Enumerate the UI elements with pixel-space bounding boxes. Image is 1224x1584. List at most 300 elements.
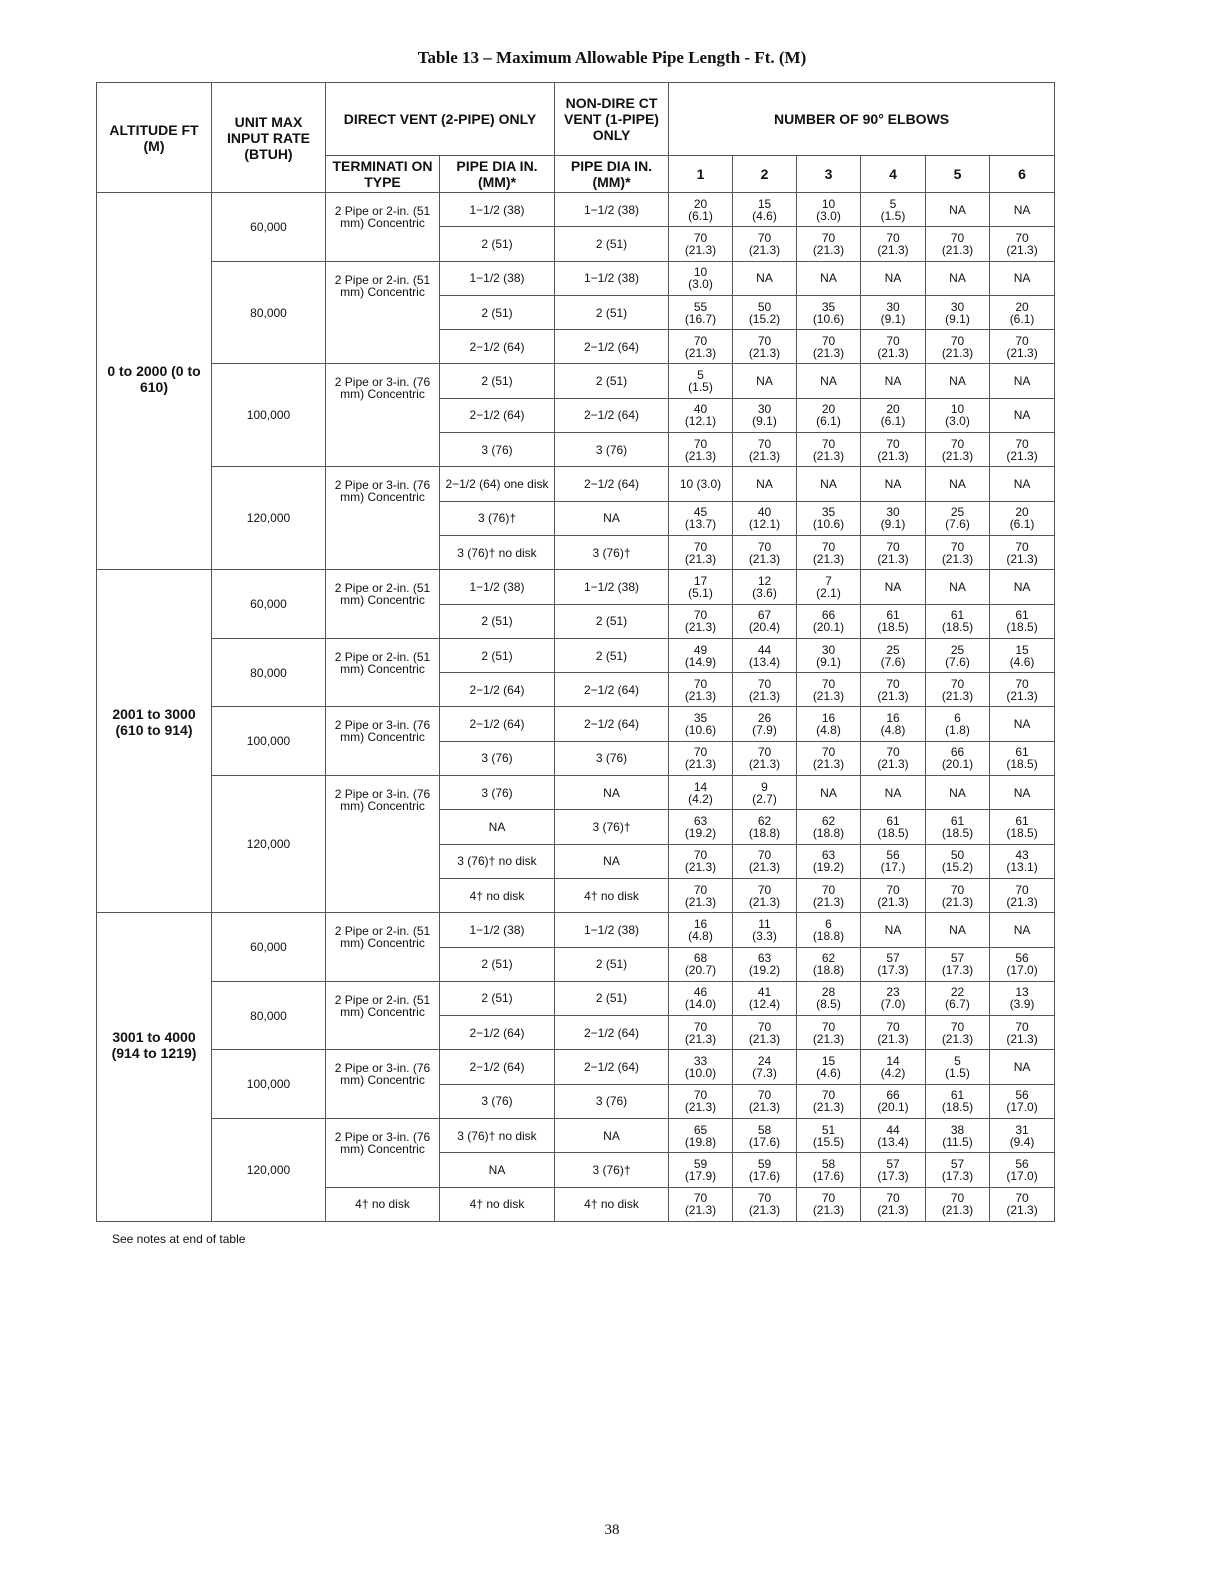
elbow-value-cell	[733, 227, 797, 261]
length-m: (9.4)	[1009, 1134, 1035, 1149]
elbow-value-cell	[797, 947, 861, 981]
length-m: (6.1)	[880, 414, 906, 429]
unit-rate: 120,000	[212, 776, 326, 913]
elbow-value-cell	[797, 1016, 861, 1050]
direct-vent-pipe-dia: 3 (76)	[440, 776, 555, 810]
length-m: (21.3)	[812, 688, 845, 703]
elbow-value-cell	[797, 776, 861, 810]
length-m: (21.3)	[684, 242, 717, 257]
elbow-value-cell	[861, 1084, 926, 1118]
length-ft: 70	[950, 539, 965, 554]
elbow-value-cell	[733, 844, 797, 878]
elbow-value-cell	[733, 913, 797, 947]
length-ft: 10	[950, 402, 965, 417]
elbow-value-cell	[861, 193, 926, 227]
length-m: (21.3)	[812, 448, 845, 463]
elbow-value-cell	[669, 604, 733, 638]
elbow-value-cell	[990, 1084, 1055, 1118]
elbow-value-cell	[797, 467, 861, 501]
length-ft: NA	[820, 785, 837, 800]
direct-vent-pipe-dia: 2 (51)	[440, 947, 555, 981]
length-ft: 70	[757, 1088, 772, 1103]
elbow-value-cell	[797, 193, 861, 227]
length-ft: 70	[1015, 676, 1029, 691]
unit-rate: 120,000	[212, 1119, 326, 1222]
elbow-value-cell	[926, 261, 990, 295]
length-ft: NA	[884, 477, 902, 492]
elbow-value-cell	[926, 810, 990, 844]
length-m: (18.5)	[941, 1100, 974, 1115]
non-direct-vent-pipe-dia: 4† no disk	[555, 878, 669, 912]
length-m: (21.3)	[812, 1203, 845, 1218]
elbow-value-cell	[926, 878, 990, 912]
direct-vent-pipe-dia: 2−1/2 (64)	[440, 398, 555, 432]
length-ft: 7	[825, 573, 832, 588]
length-m: (21.3)	[1006, 551, 1038, 566]
length-ft: 25	[950, 642, 965, 657]
direct-vent-pipe-dia: 4† no disk	[440, 878, 555, 912]
length-m: (20.1)	[941, 757, 974, 772]
elbow-value-cell	[797, 570, 861, 604]
elbow-value-cell	[669, 295, 733, 329]
length-m: (17.6)	[748, 1134, 781, 1149]
elbow-value-cell	[733, 398, 797, 432]
elbow-value-cell	[990, 844, 1055, 878]
length-m: (3.0)	[945, 414, 970, 429]
elbow-value-cell	[861, 638, 926, 672]
length-ft: 70	[693, 608, 708, 623]
non-direct-vent-pipe-dia: 2−1/2 (64)	[555, 1050, 669, 1084]
elbow-value-cell	[990, 1153, 1055, 1187]
length-ft: 14	[886, 1054, 900, 1069]
length-ft: 70	[886, 436, 900, 451]
length-m: (6.1)	[688, 208, 713, 223]
length-m: (18.5)	[1006, 620, 1038, 635]
elbow-value-cell	[926, 981, 990, 1015]
length-m: (21.3)	[877, 1203, 909, 1218]
length-ft: NA	[884, 579, 902, 594]
length-ft: 30	[950, 299, 965, 314]
length-m: (21.3)	[684, 551, 717, 566]
termination-type: 2 Pipe or 2-in. (51 mm) Concentric	[326, 981, 440, 1050]
length-m: (21.3)	[941, 1203, 974, 1218]
length-m: (4.8)	[816, 723, 841, 738]
length-ft: 66	[950, 745, 965, 760]
elbow-value-cell	[861, 1016, 926, 1050]
length-m: (7.6)	[945, 654, 970, 669]
elbow-value-cell	[669, 1153, 733, 1187]
non-direct-vent-pipe-dia: 2 (51)	[555, 947, 669, 981]
length-ft: 5	[889, 196, 897, 211]
direct-vent-pipe-dia: 2 (51)	[440, 364, 555, 398]
length-m: (3.9)	[1009, 997, 1035, 1012]
elbow-value-cell	[861, 398, 926, 432]
header-elbows: NUMBER OF 90° ELBOWS	[669, 83, 1055, 156]
elbow-value-cell	[990, 227, 1055, 261]
length-m: (5.1)	[688, 585, 713, 600]
page-number: 38	[604, 1522, 620, 1538]
non-direct-vent-pipe-dia: 3 (76)†	[555, 810, 669, 844]
length-ft: 70	[693, 882, 708, 897]
length-ft: NA	[1013, 202, 1031, 217]
length-ft: 70	[1015, 882, 1029, 897]
elbow-value-cell	[669, 193, 733, 227]
length-m: (19.2)	[748, 963, 781, 978]
direct-vent-pipe-dia: 2−1/2 (64)	[440, 673, 555, 707]
elbow-value-cell	[861, 501, 926, 535]
length-ft: NA	[1013, 579, 1031, 594]
length-ft: 70	[693, 745, 708, 760]
elbow-value-cell	[926, 1084, 990, 1118]
direct-vent-pipe-dia: 1−1/2 (38)	[440, 261, 555, 295]
length-m: (4.6)	[816, 1066, 841, 1081]
elbow-value-cell	[669, 535, 733, 569]
length-m: (6.1)	[816, 414, 841, 429]
elbow-value-cell	[861, 981, 926, 1015]
elbow-value-cell	[797, 295, 861, 329]
elbow-value-cell	[926, 638, 990, 672]
elbow-value-cell	[861, 707, 926, 741]
length-m: (21.3)	[748, 860, 781, 875]
elbow-value-cell	[926, 193, 990, 227]
elbow-value-cell	[990, 707, 1055, 741]
length-ft: 11	[758, 916, 771, 931]
elbow-value-cell	[733, 981, 797, 1015]
table-row	[97, 913, 1055, 947]
length-ft: 59	[757, 1156, 772, 1171]
elbow-value-cell	[733, 535, 797, 569]
length-ft: 70	[821, 1019, 836, 1034]
table-row	[97, 1119, 1055, 1153]
length-m: (21.3)	[1006, 242, 1038, 257]
length-m: (3.0)	[688, 277, 713, 292]
length-m: (18.8)	[812, 825, 845, 840]
length-ft: 70	[886, 882, 900, 897]
elbow-value-cell	[669, 673, 733, 707]
direct-vent-pipe-dia: 2 (51)	[440, 295, 555, 329]
elbow-value-cell	[669, 398, 733, 432]
elbow-value-cell	[669, 227, 733, 261]
header-elbow-6: 6	[990, 156, 1055, 193]
non-direct-vent-pipe-dia: 3 (76)	[555, 1084, 669, 1118]
elbow-value-cell	[733, 878, 797, 912]
length-ft: NA	[1013, 717, 1031, 732]
length-m: (21.3)	[748, 688, 781, 703]
elbow-value-cell	[797, 1084, 861, 1118]
elbow-value-cell	[990, 330, 1055, 364]
length-m: (19.2)	[684, 825, 717, 840]
length-m: (21.3)	[748, 242, 781, 257]
table-row	[97, 707, 1055, 741]
direct-vent-pipe-dia: 3 (76)† no disk	[440, 535, 555, 569]
length-m: (4.6)	[1009, 654, 1035, 669]
length-ft: 46	[693, 985, 708, 1000]
length-ft: 70	[950, 230, 965, 245]
elbow-value-cell	[797, 741, 861, 775]
length-ft: 61	[950, 608, 965, 623]
direct-vent-pipe-dia: 3 (76)† no disk	[440, 1119, 555, 1153]
non-direct-vent-pipe-dia: 2−1/2 (64)	[555, 398, 669, 432]
direct-vent-pipe-dia: 2−1/2 (64) one disk	[440, 467, 555, 501]
elbow-value-cell	[861, 1153, 926, 1187]
length-m: (7.6)	[945, 517, 970, 532]
length-ft: 70	[757, 882, 772, 897]
length-ft: 55	[693, 299, 708, 314]
length-m: (18.5)	[1006, 757, 1038, 772]
length-m: (21.3)	[941, 551, 974, 566]
direct-vent-pipe-dia: 3 (76)	[440, 741, 555, 775]
table-row	[97, 261, 1055, 295]
elbow-value-cell	[797, 878, 861, 912]
non-direct-vent-pipe-dia: 4† no disk	[555, 1187, 669, 1221]
length-m: (17.0)	[1006, 1100, 1038, 1115]
non-direct-vent-pipe-dia: NA	[555, 844, 669, 878]
length-ft: NA	[949, 202, 966, 217]
length-m: (21.3)	[941, 894, 974, 909]
length-ft: 6	[954, 711, 961, 726]
elbow-value-cell	[926, 501, 990, 535]
table-row	[97, 193, 1055, 227]
length-ft: 70	[886, 333, 900, 348]
length-m: (18.5)	[941, 620, 974, 635]
header-pipe-dia: PIPE DIA IN. (MM)*	[440, 156, 555, 193]
length-m: (3.6)	[752, 585, 777, 600]
length-ft: 10	[693, 265, 708, 280]
length-m: (14.0)	[684, 997, 717, 1012]
length-m: (14.9)	[684, 654, 717, 669]
direct-vent-pipe-dia: NA	[440, 810, 555, 844]
length-m: (21.3)	[684, 688, 717, 703]
length-ft: 70	[1015, 230, 1029, 245]
elbow-value-cell	[797, 261, 861, 295]
length-m: (15.5)	[812, 1134, 845, 1149]
elbow-value-cell	[733, 1187, 797, 1221]
length-ft: 70	[1015, 333, 1029, 348]
length-m: (21.3)	[748, 551, 781, 566]
unit-rate: 100,000	[212, 364, 326, 467]
length-ft: NA	[884, 785, 902, 800]
elbow-value-cell	[797, 844, 861, 878]
length-m: (4.8)	[880, 723, 906, 738]
elbow-value-cell	[797, 913, 861, 947]
length-ft: 70	[886, 230, 900, 245]
length-m: (21.3)	[748, 757, 781, 772]
length-m: (8.5)	[816, 997, 841, 1012]
length-m: (17.6)	[812, 1168, 845, 1183]
elbow-value-cell	[861, 467, 926, 501]
length-ft: 58	[821, 1156, 836, 1171]
elbow-value-cell	[861, 330, 926, 364]
length-ft: 70	[757, 539, 772, 554]
direct-vent-pipe-dia: 2 (51)	[440, 227, 555, 261]
elbow-value-cell	[797, 707, 861, 741]
elbow-value-cell	[669, 638, 733, 672]
length-ft: 28	[821, 985, 836, 1000]
length-ft: 70	[693, 436, 708, 451]
direct-vent-pipe-dia: 2−1/2 (64)	[440, 1016, 555, 1050]
length-m: (3.0)	[816, 208, 841, 223]
direct-vent-pipe-dia: 2−1/2 (64)	[440, 330, 555, 364]
elbow-value-cell	[990, 947, 1055, 981]
length-m: (21.3)	[684, 1203, 717, 1218]
elbow-value-cell	[797, 1187, 861, 1221]
elbow-value-cell	[990, 604, 1055, 638]
elbow-value-cell	[797, 433, 861, 467]
elbow-value-cell	[926, 295, 990, 329]
length-m: (20.7)	[684, 963, 717, 978]
table-row	[97, 981, 1055, 1015]
elbow-value-cell	[733, 570, 797, 604]
length-ft: 10	[821, 196, 836, 211]
non-direct-vent-pipe-dia: 1−1/2 (38)	[555, 261, 669, 295]
elbow-value-cell	[669, 570, 733, 604]
elbow-value-cell	[669, 947, 733, 981]
length-ft: 20	[1015, 505, 1029, 520]
table-row	[97, 776, 1055, 810]
length-m: (21.3)	[941, 448, 974, 463]
header-non-direct-vent: NON-DIRE CT VENT (1-PIPE) ONLY	[555, 83, 669, 156]
length-m: (17.9)	[684, 1168, 717, 1183]
non-direct-vent-pipe-dia: 3 (76)†	[555, 1153, 669, 1187]
elbow-value-cell	[797, 364, 861, 398]
table-note: See notes at end of table	[112, 1232, 246, 1246]
non-direct-vent-pipe-dia: 3 (76)†	[555, 535, 669, 569]
length-m: (15.2)	[748, 311, 781, 326]
length-ft: 70	[1015, 539, 1029, 554]
length-m: (2.7)	[752, 791, 777, 806]
non-direct-vent-pipe-dia: 1−1/2 (38)	[555, 570, 669, 604]
length-ft: 70	[693, 333, 708, 348]
length-ft: 70	[693, 230, 708, 245]
elbow-value-cell	[797, 501, 861, 535]
length-m: (17.0)	[1006, 963, 1038, 978]
length-m: (10.6)	[812, 517, 845, 532]
length-ft: NA	[1013, 477, 1031, 492]
elbow-value-cell	[733, 467, 797, 501]
unit-rate: 120,000	[212, 467, 326, 570]
elbow-value-cell	[797, 638, 861, 672]
elbow-value-cell	[797, 673, 861, 707]
length-ft: 43	[1015, 848, 1029, 863]
elbow-value-cell	[926, 433, 990, 467]
length-ft: 70	[886, 1019, 900, 1034]
elbow-value-cell	[926, 535, 990, 569]
length-ft: 56	[1015, 1156, 1029, 1171]
length-ft: 70	[821, 539, 836, 554]
elbow-value-cell	[669, 261, 733, 295]
length-m: (21.3)	[812, 551, 845, 566]
pipe-length-table	[96, 82, 1055, 1222]
elbow-value-cell	[990, 501, 1055, 535]
length-ft: NA	[1013, 785, 1031, 800]
elbow-value-cell	[990, 398, 1055, 432]
length-ft: 31	[1015, 1122, 1029, 1137]
length-m: (4.8)	[688, 928, 713, 943]
length-m: (21.3)	[812, 894, 845, 909]
elbow-value-cell	[797, 604, 861, 638]
elbow-value-cell	[990, 193, 1055, 227]
direct-vent-pipe-dia: 2 (51)	[440, 981, 555, 1015]
length-ft: 70	[950, 436, 965, 451]
length-ft: 70	[757, 745, 772, 760]
length-m: (20.4)	[748, 620, 781, 635]
elbow-value-cell	[669, 1187, 733, 1221]
header-elbow-3: 3	[797, 156, 861, 193]
length-ft: 70	[693, 676, 708, 691]
elbow-value-cell	[669, 981, 733, 1015]
elbow-value-cell	[669, 1084, 733, 1118]
length-m: (21.3)	[941, 688, 974, 703]
length-ft: 61	[950, 813, 965, 828]
length-ft: 62	[821, 951, 836, 966]
length-ft: 70	[693, 1019, 708, 1034]
elbow-value-cell	[926, 364, 990, 398]
elbow-value-cell	[669, 913, 733, 947]
altitude-label: 3001 to 4000 (914 to 1219)	[97, 913, 212, 1222]
length-ft: NA	[1013, 408, 1031, 423]
elbow-value-cell	[990, 535, 1055, 569]
elbow-value-cell	[733, 193, 797, 227]
termination-type: 4† no disk	[326, 1187, 440, 1221]
length-m: (9.1)	[880, 517, 906, 532]
length-ft: 5	[697, 368, 704, 383]
length-ft: NA	[949, 579, 966, 594]
length-m: (21.3)	[877, 448, 909, 463]
length-ft: 10 (3.0)	[679, 477, 722, 492]
length-ft: 70	[886, 676, 900, 691]
termination-type: 2 Pipe or 3-in. (76 mm) Concentric	[326, 467, 440, 570]
length-ft: 20	[1015, 299, 1029, 314]
elbow-value-cell	[861, 261, 926, 295]
elbow-value-cell	[733, 1050, 797, 1084]
length-ft: 61	[1015, 745, 1029, 760]
non-direct-vent-pipe-dia: 2−1/2 (64)	[555, 467, 669, 501]
termination-type: 2 Pipe or 3-in. (76 mm) Concentric	[326, 364, 440, 467]
length-ft: 67	[757, 608, 772, 623]
length-ft: 70	[950, 333, 965, 348]
altitude-label: 0 to 2000 (0 to 610)	[97, 193, 212, 570]
elbow-value-cell	[861, 295, 926, 329]
length-ft: NA	[884, 271, 902, 286]
non-direct-vent-pipe-dia: 2 (51)	[555, 295, 669, 329]
length-m: (17.6)	[748, 1168, 781, 1183]
length-m: (21.3)	[684, 620, 717, 635]
length-ft: 20	[693, 196, 708, 211]
length-m: (15.2)	[941, 860, 974, 875]
length-m: (21.3)	[748, 894, 781, 909]
elbow-value-cell	[797, 1153, 861, 1187]
length-ft: 56	[1015, 951, 1029, 966]
length-m: (13.7)	[684, 517, 717, 532]
direct-vent-pipe-dia: NA	[440, 1153, 555, 1187]
length-m: (4.2)	[688, 791, 713, 806]
length-ft: 15	[1015, 642, 1029, 657]
length-ft: 57	[950, 1156, 965, 1171]
elbow-value-cell	[733, 1119, 797, 1153]
direct-vent-pipe-dia: 3 (76)	[440, 1084, 555, 1118]
length-m: (7.6)	[880, 654, 906, 669]
elbow-value-cell	[990, 776, 1055, 810]
length-m: (21.3)	[877, 894, 909, 909]
length-ft: NA	[1013, 1060, 1031, 1075]
length-ft: 26	[757, 711, 772, 726]
length-ft: 14	[693, 779, 708, 794]
elbow-value-cell	[669, 776, 733, 810]
elbow-value-cell	[861, 604, 926, 638]
table-title: Table 13 – Maximum Allowable Pipe Length - Ft. (M)	[417, 48, 807, 67]
elbow-value-cell	[990, 364, 1055, 398]
length-m: (12.1)	[748, 517, 781, 532]
